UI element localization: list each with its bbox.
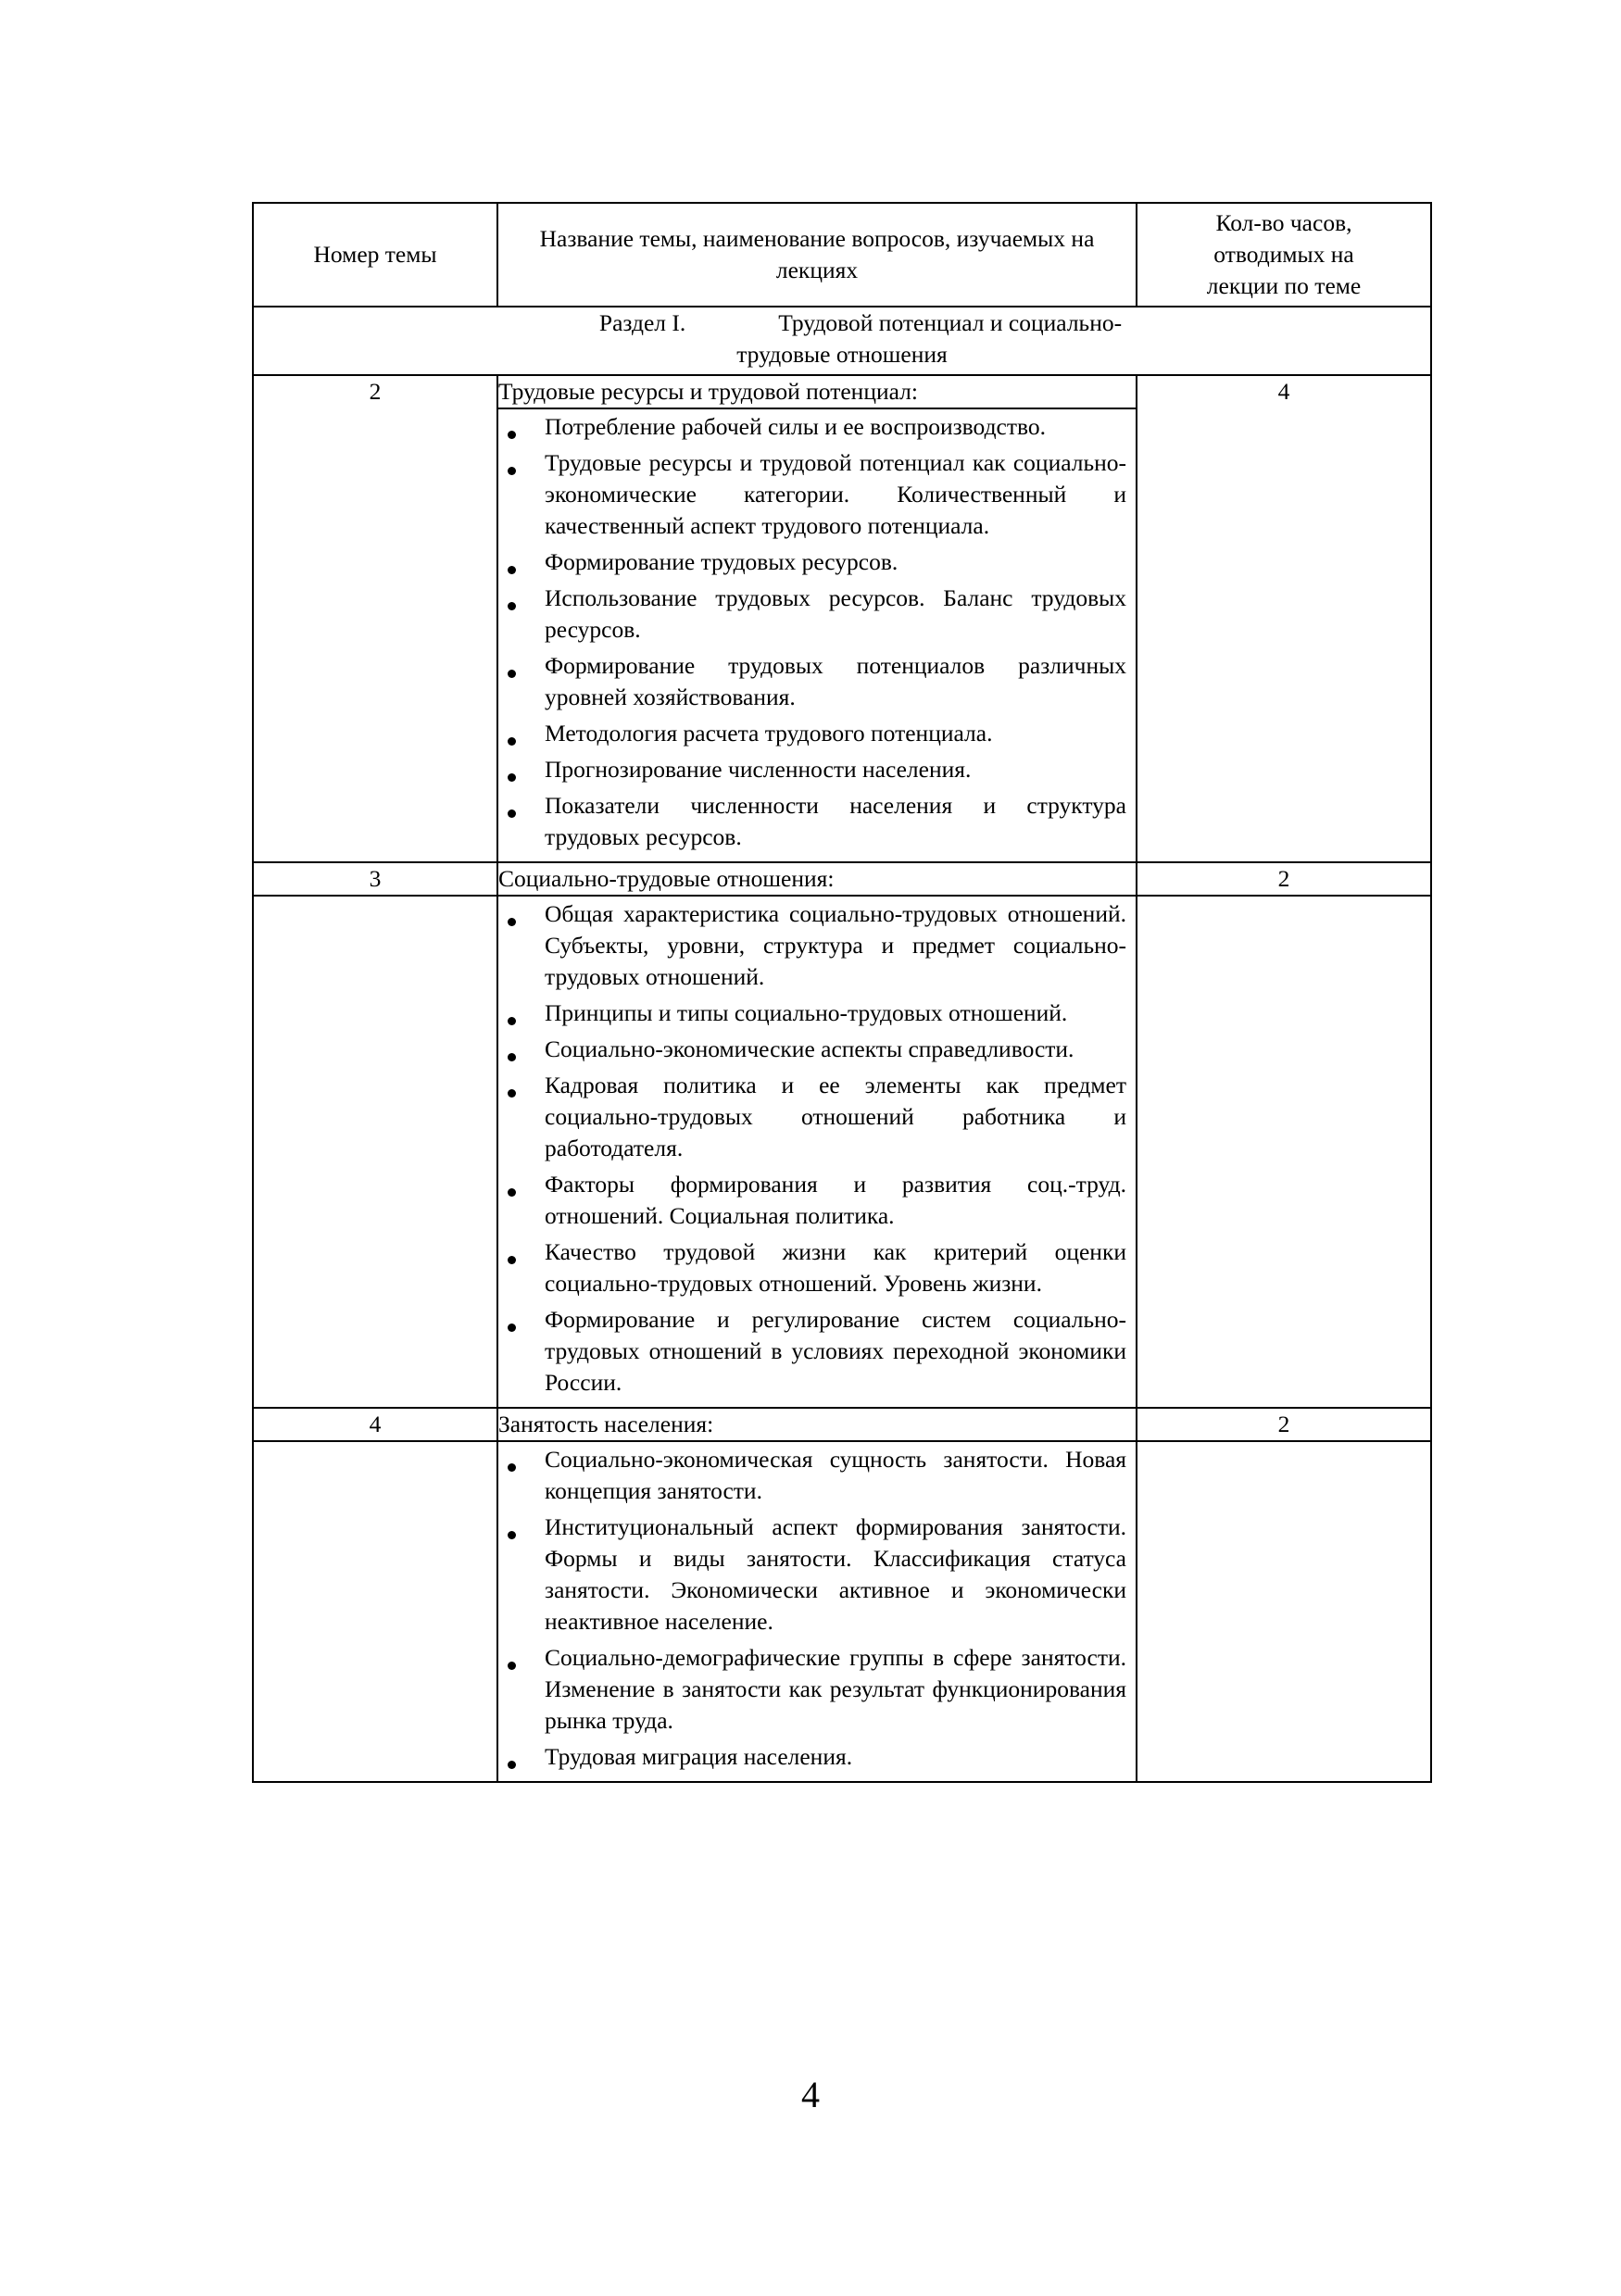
topic-items-row: [253, 1441, 1431, 1782]
topic-title: Социально-трудовые отношения:: [497, 862, 1137, 896]
lecture-topics-table: [252, 202, 1432, 1783]
topic-number: 2: [253, 375, 497, 862]
section-title-line2: трудовые отношения: [736, 341, 948, 368]
topic-items-cell: [497, 896, 1137, 1408]
list-item: Качество трудовой жизни как критерий оценки социально-трудовых отношений. Уровень жизни.: [498, 1236, 1126, 1299]
topic-hours: 4: [1137, 375, 1431, 862]
topic-items-list: [498, 1442, 1136, 1781]
empty-cell: [1137, 896, 1431, 1408]
topic-row: [253, 1408, 1431, 1441]
list-item: Кадровая политика и ее элементы как предмет социально-трудовых отношений работника и работодателя.: [498, 1070, 1126, 1164]
section-title-line1: Трудовой потенциал и социально-: [778, 309, 1123, 336]
list-item: Формирование и регулирование систем социально-трудовых отношений в условиях переходной экономики России.: [498, 1304, 1126, 1399]
section-row: [253, 307, 1431, 375]
list-item: Социально-экономические аспекты справедливости.: [498, 1034, 1126, 1065]
list-item: Формирование трудовых потенциалов различных уровней хозяйствования.: [498, 650, 1126, 713]
topic-row: [253, 375, 1431, 408]
list-item: Использование трудовых ресурсов. Баланс трудовых ресурсов.: [498, 583, 1126, 646]
header-row: [253, 203, 1431, 307]
header-topic-name: Название темы, наименование вопросов, изучаемых на лекциях: [497, 203, 1137, 307]
list-item: Показатели численности населения и структура трудовых ресурсов.: [498, 790, 1126, 853]
header-topic-number: Номер темы: [253, 203, 497, 307]
list-item: Общая характеристика социально-трудовых отношений. Субъекты, уровни, структура и предмет социально-трудовых отношений.: [498, 898, 1126, 993]
list-item: Социально-демографические группы в сфере занятости. Изменение в занятости как результат функционирования рынка труда.: [498, 1642, 1126, 1737]
header-hours: Кол-во часов, отводимых на лекции по теме: [1137, 203, 1431, 307]
empty-cell: [253, 896, 497, 1408]
list-item: Принципы и типы социально-трудовых отношений.: [498, 997, 1126, 1029]
list-item: Трудовая миграция населения.: [498, 1741, 1126, 1773]
topic-items-cell: [497, 1441, 1137, 1782]
topic-items-row: [253, 896, 1431, 1408]
topic-title: Трудовые ресурсы и трудовой потенциал:: [497, 375, 1137, 408]
topic-number: 3: [253, 862, 497, 896]
list-item: Методология расчета трудового потенциала.: [498, 718, 1126, 749]
list-item: Прогнозирование численности населения.: [498, 754, 1126, 785]
empty-cell: [253, 1441, 497, 1782]
topic-title: Занятость населения:: [497, 1408, 1137, 1441]
topic-number: 4: [253, 1408, 497, 1441]
topic-items-list: [498, 409, 1136, 861]
list-item: Потребление рабочей силы и ее воспроизводство.: [498, 411, 1126, 443]
topic-items-cell: [497, 408, 1137, 862]
list-item: Институциональный аспект формирования занятости. Формы и виды занятости. Классификация статуса занятости. Экономически активное и экономически неактивное население.: [498, 1512, 1126, 1637]
topic-row: [253, 862, 1431, 896]
page-number: 4: [801, 2074, 820, 2115]
list-item: Факторы формирования и развития соц.-труд. отношений. Социальная политика.: [498, 1169, 1126, 1232]
topic-hours: 2: [1137, 862, 1431, 896]
empty-cell: [1137, 1441, 1431, 1782]
list-item: Формирование трудовых ресурсов.: [498, 546, 1126, 578]
list-item: Трудовые ресурсы и трудовой потенциал как социально-экономические категории. Количественный и качественный аспект трудового потенциала.: [498, 447, 1126, 542]
section-heading: [253, 307, 1431, 375]
section-label: Раздел I.: [598, 309, 686, 336]
list-item: Социально-экономическая сущность занятости. Новая концепция занятости.: [498, 1444, 1126, 1507]
topic-items-list: [498, 897, 1136, 1407]
topic-hours: 2: [1137, 1408, 1431, 1441]
